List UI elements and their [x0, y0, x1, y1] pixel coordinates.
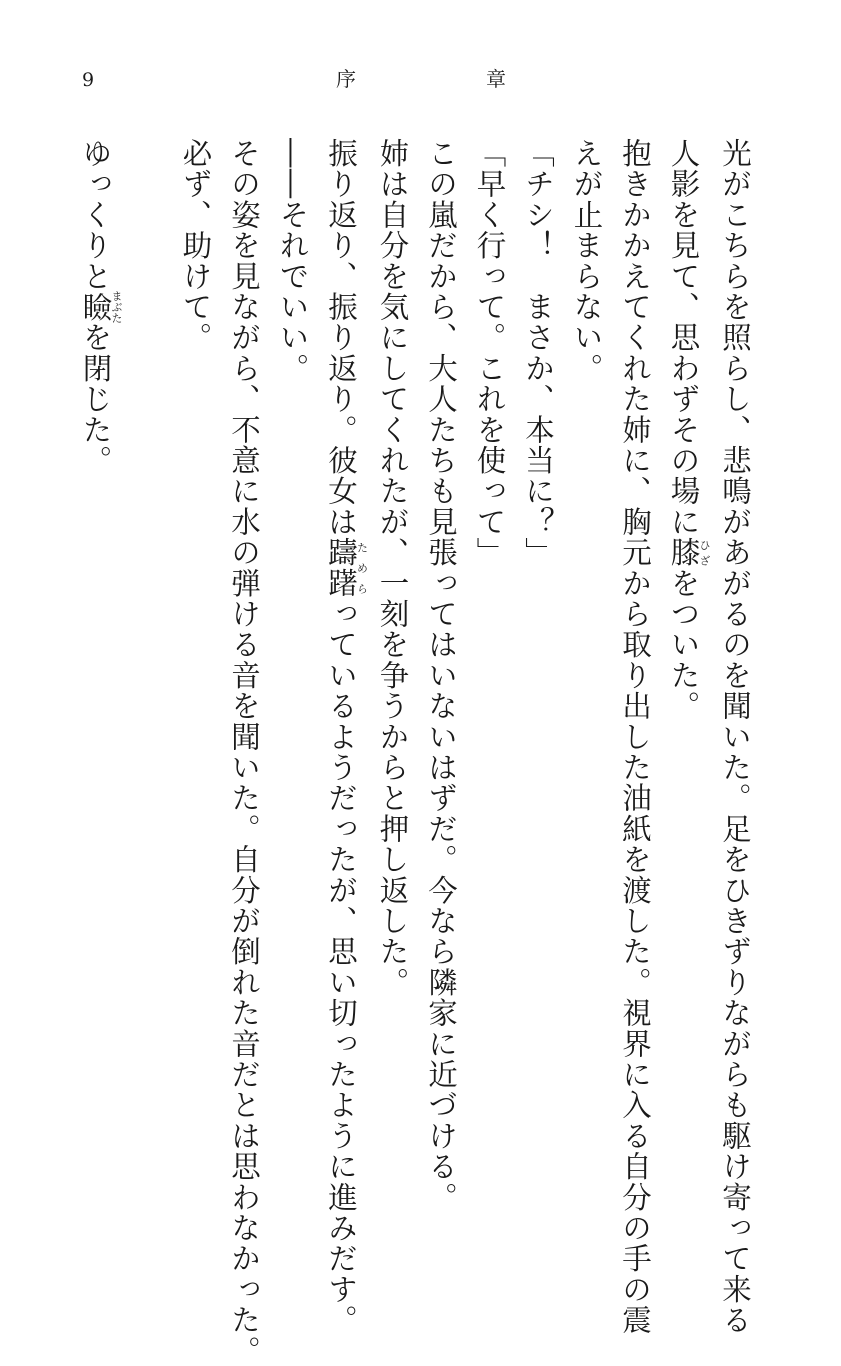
- chapter-title: [336, 66, 506, 92]
- text-line: えが止まらない。: [569, 138, 604, 384]
- ruby-word: [324, 537, 369, 599]
- page-number: 9: [82, 69, 95, 91]
- vertical-text-body: [23, 138, 760, 1366]
- ruby-base: 瞼: [78, 290, 113, 324]
- text-line: 抱きかかえてくれた姉に、胸元から取り出した油紙を渡した。視界に入る自分の手の震: [618, 138, 652, 1336]
- text-line: その姿を見ながら、不意に水の弾ける音を聞いた。自分が倒れた音だとは思わなかった。: [227, 138, 261, 1366]
- text-line: 必ず、助けて。: [178, 138, 213, 353]
- text-segment: ゆっくりと: [78, 138, 113, 292]
- text-line: [659, 138, 711, 1118]
- text-segment: を閉じた。: [78, 322, 113, 476]
- text-line: ――それでいい。: [275, 138, 310, 384]
- page-header: [0, 58, 841, 98]
- text-line: この嵐だから、大人たちも見張ってはいないはずだ。今なら隣家に近づける。: [424, 138, 458, 1213]
- text-segment: 人影を見て、思わずその場に: [666, 138, 701, 538]
- text-segment: 振り返り、振り返り。彼女は: [324, 138, 358, 538]
- ruby-base: 躊躇: [324, 537, 358, 599]
- text-line: 「早く行って。これを使って」: [472, 138, 507, 568]
- text-line: 「チシ！ まさか、本当に？」: [521, 138, 555, 568]
- ruby-reading: まぶた: [110, 290, 123, 324]
- chapter-title-char-2: 章: [486, 67, 506, 91]
- ruby-base: 膝: [666, 537, 701, 568]
- ruby-word: [666, 537, 711, 568]
- chapter-title-char-1: 序: [336, 67, 356, 91]
- text-line: 光がこちらを照らし、悲鳴があがるのを聞いた。足をひきずりながらも駆け寄って来る: [718, 138, 752, 1336]
- text-line: [317, 138, 369, 1336]
- ruby-reading: ためら: [355, 537, 369, 599]
- text-segment: をついた。: [666, 567, 701, 722]
- ruby-reading: ひざ: [698, 537, 711, 568]
- text-line: 姉は自分を気にしてくれたが、一刻を争うからと押し返した。: [375, 138, 410, 998]
- ruby-word: [78, 290, 123, 324]
- text-segment: っているようだったが、思い切ったように進みだす。: [324, 598, 358, 1336]
- text-line: [71, 138, 123, 1118]
